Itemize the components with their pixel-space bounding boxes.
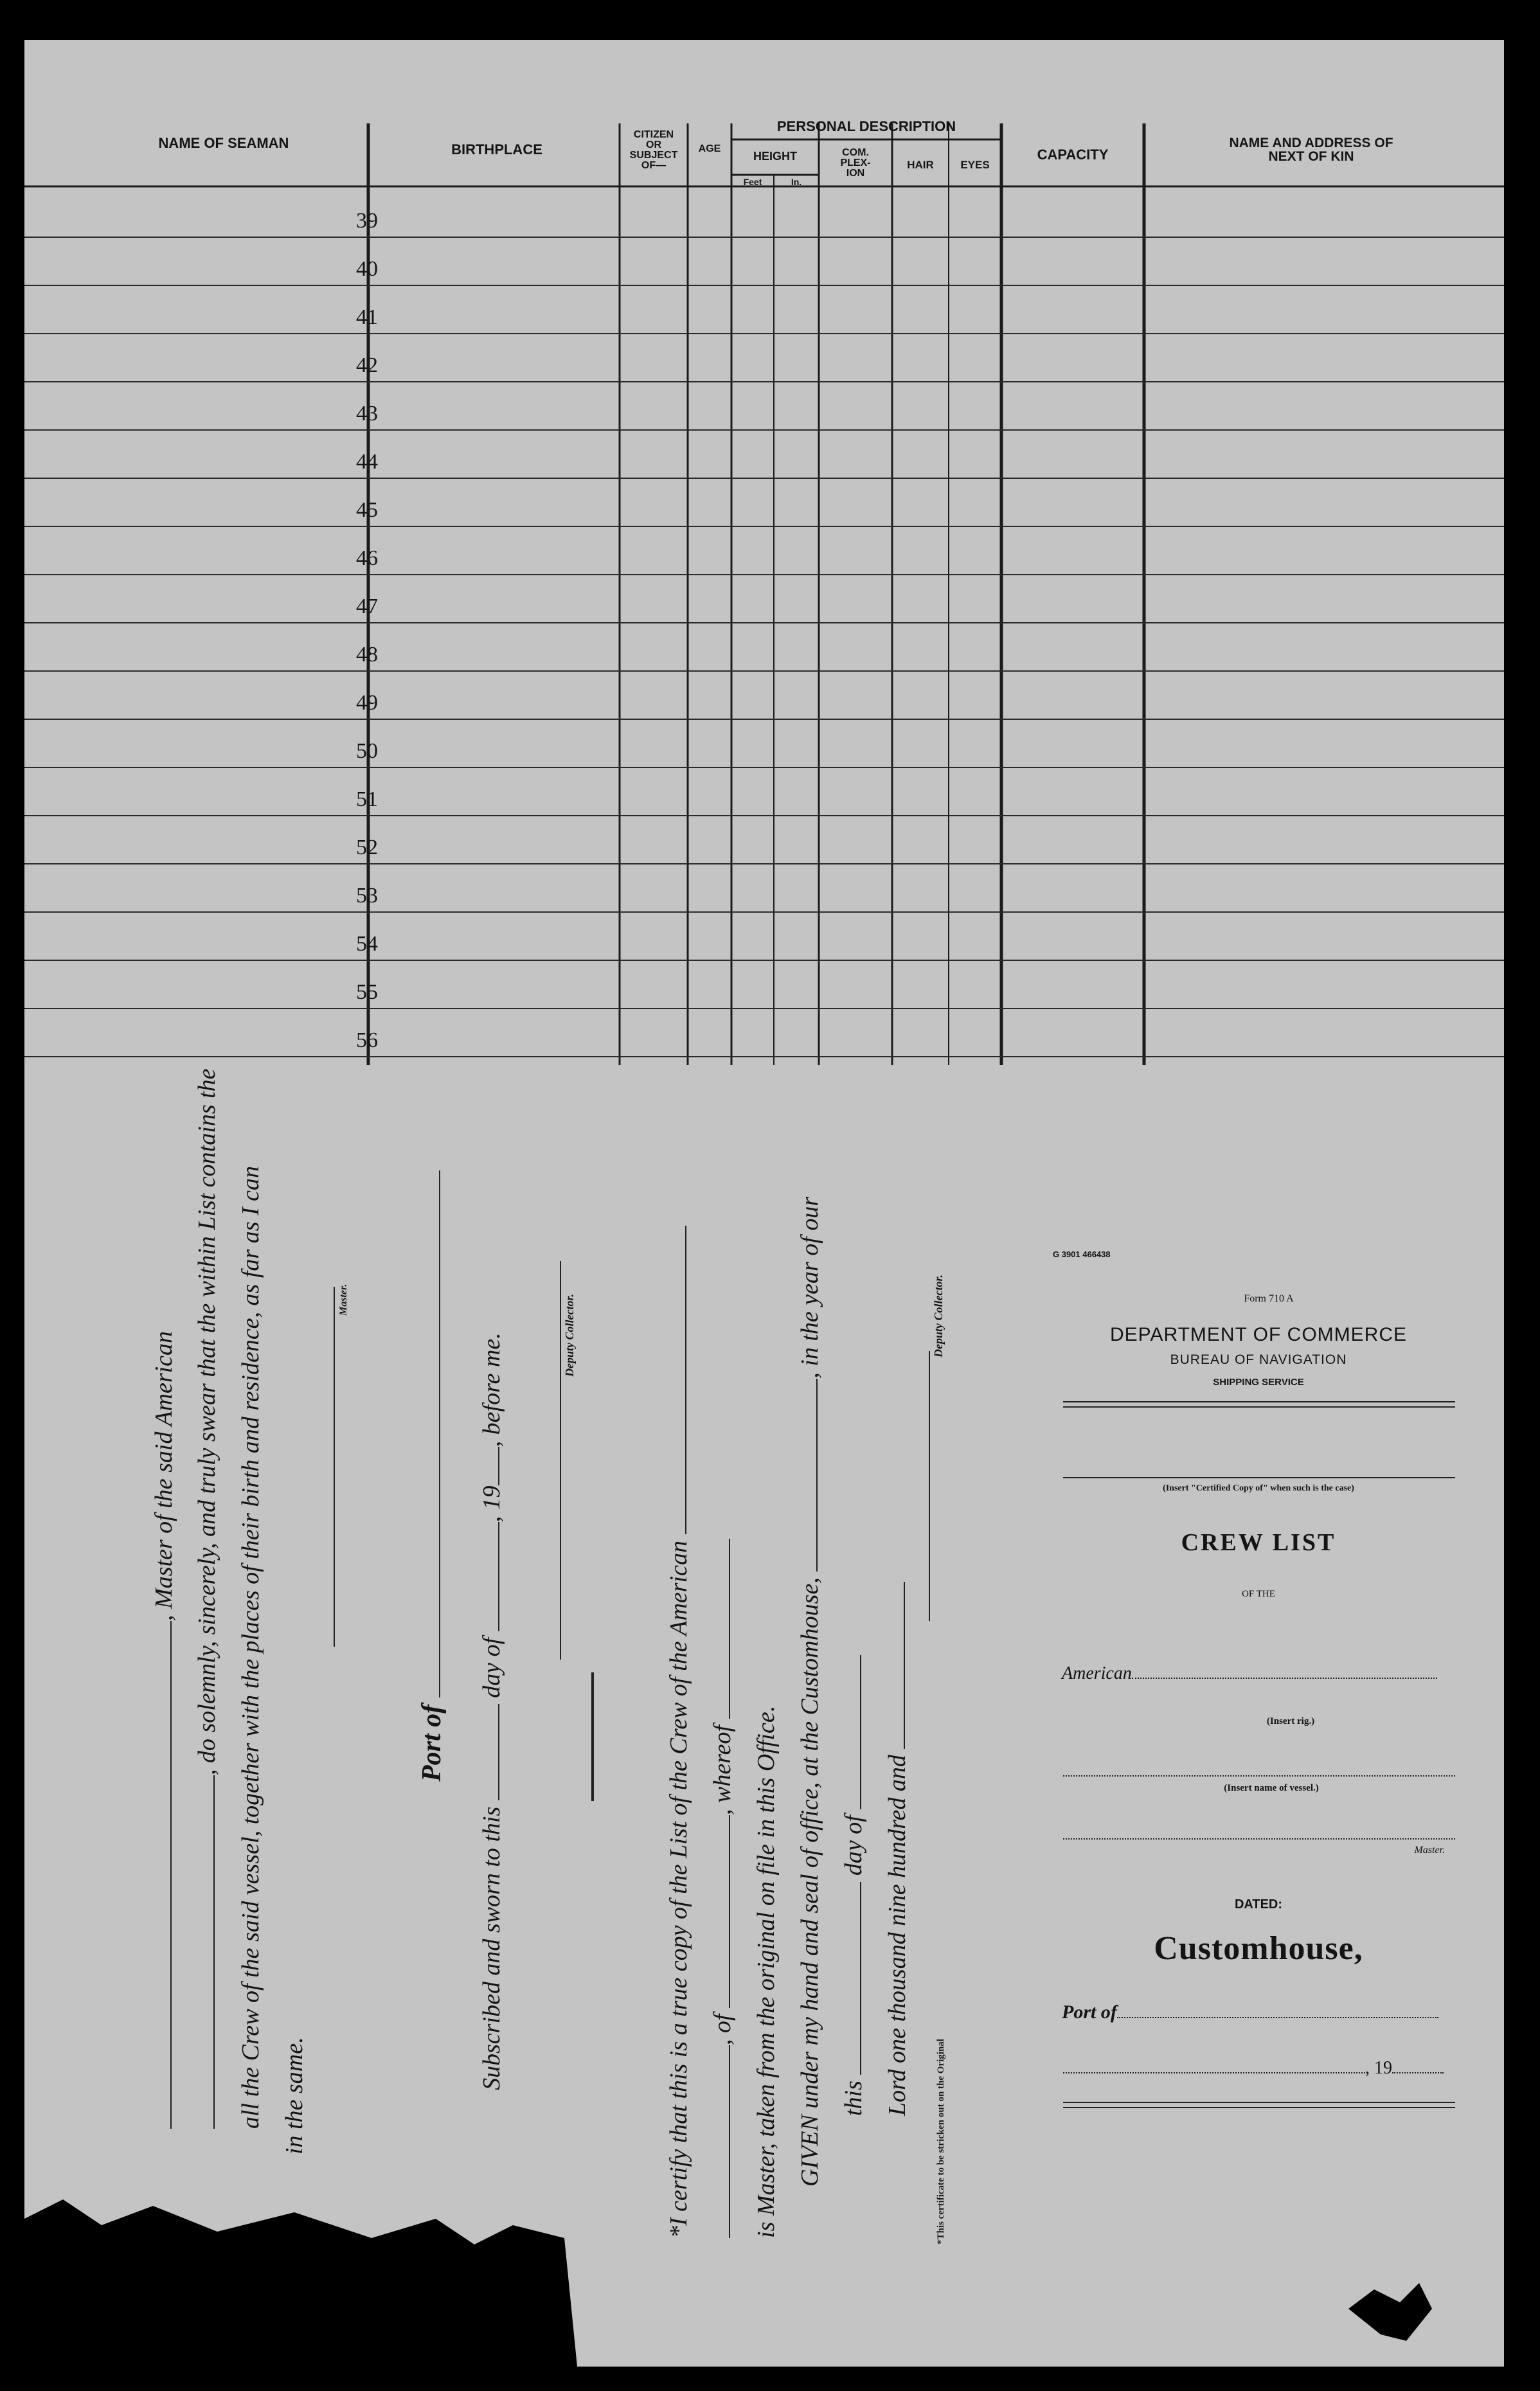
row-number: 52: [356, 836, 378, 859]
certificate-line-2: , of , whereof: [708, 1539, 737, 2238]
row-number: 56: [356, 1028, 378, 1052]
header-feet: Feet: [743, 177, 762, 187]
cover-rule-3: [1063, 2102, 1455, 2103]
of-the-label: OF THE: [1242, 1589, 1275, 1599]
oath-line-4: in the same.: [281, 2037, 308, 2154]
form-number: Form 710 A: [1244, 1293, 1294, 1304]
row-number: 42: [356, 354, 378, 377]
header-next-of-kin: NAME AND ADDRESS OF NEXT OF KIN: [1229, 136, 1393, 164]
certified-copy-line: [1063, 1477, 1455, 1478]
oath-line-3: all the Crew of the said vessel, together with the places of their birth and residence, as far as I can: [237, 1166, 264, 2129]
department-title: DEPARTMENT OF COMMERCE: [1109, 1324, 1408, 1345]
oath-line-2: , do solemnly, sincerely, and truly swear that the within List contains the: [193, 1069, 221, 2129]
certificate-line-6: Lord one thousand nine hundred and: [883, 1582, 911, 2116]
master-label: Master.: [338, 1284, 349, 1316]
dated-label: DATED:: [1234, 1897, 1283, 1912]
american-label: American: [1062, 1663, 1132, 1683]
row-number: 53: [356, 884, 378, 908]
row-number: 45: [356, 498, 378, 522]
certificate-deputy-line: [922, 1351, 933, 1621]
vessel-name-line: [1063, 1775, 1455, 1777]
cover-port-field: [1062, 2001, 1460, 2023]
header-inches: In.: [791, 177, 802, 187]
row-number: 51: [356, 787, 378, 811]
cover-rule-4: [1063, 2107, 1455, 2108]
crew-list-title: CREW LIST: [1181, 1529, 1336, 1556]
port-of-label: Port of: [416, 1170, 447, 1782]
row-number: 48: [356, 643, 378, 667]
cover-master-label: Master.: [1414, 1845, 1445, 1856]
header-age: AGE: [698, 143, 721, 154]
crew-table: [24, 40, 1504, 1068]
header-eyes: EYES: [960, 159, 990, 171]
header-personal-description: PERSONAL DESCRIPTION: [776, 118, 956, 134]
header-name-of-seaman: NAME OF SEAMAN: [158, 135, 289, 151]
cover-port-label: Port of: [1062, 2001, 1117, 2023]
master-name-line: [1063, 1838, 1455, 1840]
header-complexion: COM. PLEX- ION: [840, 147, 871, 179]
cover-year-prefix: 19: [1374, 2058, 1392, 2078]
print-code: G 3901 466438: [1053, 1249, 1111, 1259]
row-number: 47: [356, 595, 378, 618]
insert-vessel-note: (Insert name of vessel.): [1224, 1783, 1319, 1793]
header-citizen: CITIZEN OR SUBJECT OF—: [629, 129, 678, 171]
table-grid-lines: [24, 40, 1504, 1068]
certificate-deputy-label: Deputy Collector.: [932, 1275, 945, 1357]
certificate-line-3: is Master, taken from the original on file in this Office.: [753, 1705, 780, 2238]
row-number: 44: [356, 450, 378, 474]
row-number: 50: [356, 739, 378, 763]
service-title: SHIPPING SERVICE: [1213, 1377, 1304, 1388]
row-number: 46: [356, 546, 378, 570]
cover-date-field: , 19: [1063, 2058, 1462, 2079]
separator-mark: [591, 1672, 594, 1801]
row-number: 43: [356, 402, 378, 425]
cover-rule-2: [1063, 1406, 1455, 1408]
deputy-collector-label: Deputy Collector.: [563, 1294, 576, 1377]
american-field: [1062, 1663, 1460, 1684]
crew-list-page: [24, 40, 1504, 2367]
header-capacity: CAPACITY: [1037, 147, 1109, 163]
header-hair: HAIR: [907, 159, 934, 171]
row-number: 54: [356, 932, 378, 956]
customhouse-title: Customhouse,: [1154, 1930, 1363, 1967]
cover-rule-1: [1063, 1401, 1455, 1402]
row-number: 41: [356, 305, 378, 329]
row-number: 40: [356, 257, 378, 281]
certificate-footnote: *This certificate to be stricken out on the Original: [936, 2039, 946, 2244]
certificate-line-4: GIVEN under my hand and seal of office, at the Customhouse, , in the year of our: [796, 1196, 823, 2187]
header-birthplace: BIRTHPLACE: [451, 141, 542, 157]
insert-rig-note: (Insert rig.): [1266, 1716, 1315, 1726]
header-height: HEIGHT: [753, 150, 797, 163]
row-number: 55: [356, 980, 378, 1004]
subscribed-line: Subscribed and sworn to this day of , 19, before me.: [478, 1332, 505, 2090]
master-signature-line: [327, 1287, 338, 1647]
certificate-line-1: *I certify that this is a true copy of the List of the Crew of the American: [665, 1226, 693, 2239]
row-number: 49: [356, 691, 378, 715]
insert-certified-note: (Insert "Certified Copy of" when such is the case): [1163, 1483, 1354, 1493]
certificate-line-5: this day of: [839, 1655, 868, 2116]
row-number: 39: [356, 209, 378, 233]
bureau-title: BUREAU OF NAVIGATION: [1170, 1352, 1347, 1367]
torn-paper-edge: [24, 2174, 1504, 2367]
oath-line-1: , Master of the said American: [150, 1331, 178, 2129]
